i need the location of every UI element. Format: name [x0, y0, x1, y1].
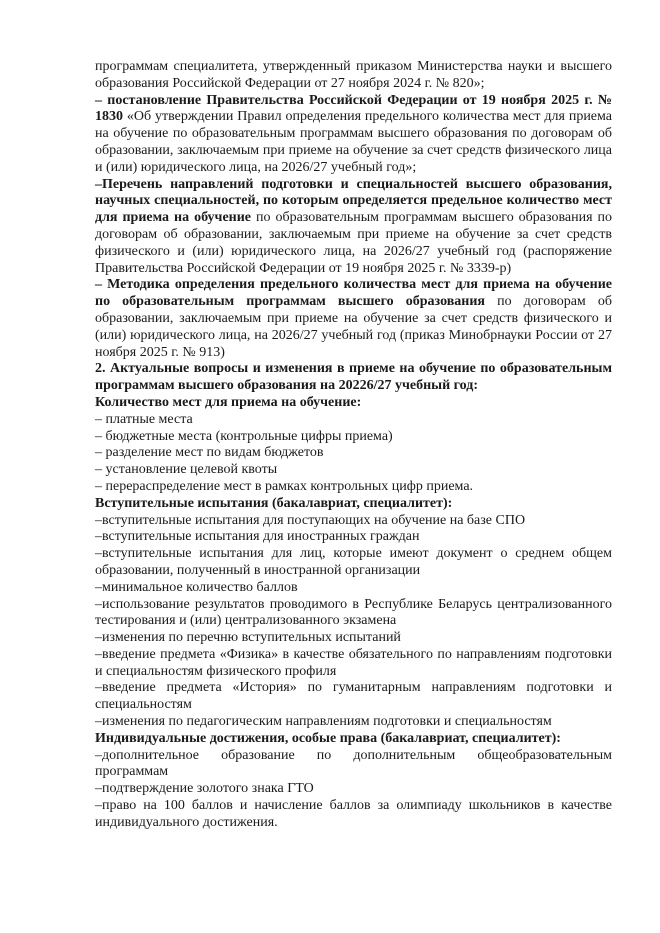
bold-text-run: – постановление Правительства Российской Федерации от 19 ноября 2025 г. № 1830: [95, 92, 612, 125]
paragraph: [95, 680, 612, 714]
paragraph: [95, 580, 612, 597]
paragraph: [95, 479, 612, 496]
paragraph: [95, 798, 612, 832]
text-run: по договорам об образовании, заключаемым при приеме на обучение за счет средств физического и (или) юридического лица, на 2026/27 учебный год (приказ Минобрнауки России от 27 ноября 2025 г. № 913): [95, 294, 612, 360]
bold-text-run: –Перечень направлений подготовки и специальностей высшего образования, научных специальностей, по которым определяется предельное количество мест для приема на обучение: [95, 176, 612, 226]
paragraph: [95, 462, 612, 479]
paragraph: [95, 177, 612, 278]
bold-text-run: 2. Актуальные вопросы и изменения в приеме на обучение по образовательным программам высшего образования на 20226/27 учебный год:: [95, 361, 612, 394]
text-run: «Об утверждении Правил определения предельного количества мест для приема на обучение по образовательным программам высшего образования по договорам об образовании, заключаемым при приеме на обучение за счет средств физического лица и (или) юридического лица, на 2026/27 учебный год»;: [95, 109, 613, 175]
text-run: –вступительные испытания для поступающих на обучение на базе СПО: [95, 512, 526, 528]
bold-text-run: Количество мест для приема на обучение:: [95, 394, 362, 410]
bold-text-run: Вступительные испытания (бакалавриат, специалитет):: [95, 495, 453, 511]
paragraph: [95, 513, 612, 530]
document-body: [95, 59, 612, 832]
bold-text-run: – Методика определения предельного количества мест для приема на обучение по образовательным программам высшего образования: [95, 277, 612, 310]
paragraph: [95, 714, 612, 731]
text-run: – платные места: [95, 411, 193, 427]
text-run: по образовательным программам высшего образования по договорам об образовании, заключаемым при приеме на обучение за счет средств физического и (или) юридического лица, на 2026/27 учебный год (распоряжение Правительства Российской Федерации от 19 ноября 2025 г. № 3339-р): [95, 210, 612, 276]
paragraph: [95, 748, 612, 782]
paragraph: [95, 597, 612, 631]
paragraph: [95, 647, 612, 681]
paragraph: [95, 529, 612, 546]
text-run: – бюджетные места (контрольные цифры приема): [95, 428, 393, 444]
text-run: –вступительные испытания для иностранных граждан: [95, 529, 420, 545]
paragraph: [95, 277, 612, 361]
paragraph: [95, 412, 612, 429]
bold-text-run: Индивидуальные достижения, особые права (бакалавриат, специалитет):: [95, 730, 561, 746]
text-run: –введение предмета «Физика» в качестве обязательного по направлениям подготовки и специальностям физического профиля: [95, 646, 612, 679]
text-run: – установление целевой квоты: [95, 462, 278, 478]
paragraph: [95, 630, 612, 647]
paragraph: [95, 395, 612, 412]
paragraph: [95, 59, 612, 93]
text-run: – перераспределение мест в рамках контрольных цифр приема.: [95, 478, 474, 494]
text-run: –введение предмета «История» по гуманитарным направлениям подготовки и специальностям: [95, 680, 612, 713]
paragraph: [95, 361, 612, 395]
text-run: –дополнительное образование по дополнительным общеобразовательным программам: [95, 747, 612, 780]
text-run: –использование результатов проводимого в Республике Беларусь централизованного тестирования и (или) централизованного экзамена: [95, 596, 612, 629]
paragraph: [95, 445, 612, 462]
text-run: – разделение мест по видам бюджетов: [95, 445, 324, 461]
paragraph: [95, 93, 612, 177]
text-run: –вступительные испытания для лиц, которые имеют документ о среднем общем образовании, полученный в иностранной организации: [95, 546, 612, 578]
paragraph: [95, 781, 612, 798]
paragraph: [95, 546, 612, 580]
paragraph: [95, 731, 612, 748]
text-run: –изменения по педагогическим направлениям подготовки и специальностям: [95, 714, 552, 730]
paragraph: [95, 496, 612, 513]
text-run: –подтверждение золотого знака ГТО: [95, 781, 314, 797]
paragraph: [95, 429, 612, 446]
text-run: –право на 100 баллов и начисление баллов за олимпиаду школьников в качестве индивидуального достижения.: [95, 798, 612, 830]
text-run: –изменения по перечню вступительных испытаний: [95, 630, 401, 646]
text-run: программам специалитета, утвержденный приказом Министерства науки и высшего образования Российской Федерации от 27 ноября 2024 г. № 820»;: [95, 59, 612, 91]
text-run: –минимальное количество баллов: [95, 579, 298, 595]
